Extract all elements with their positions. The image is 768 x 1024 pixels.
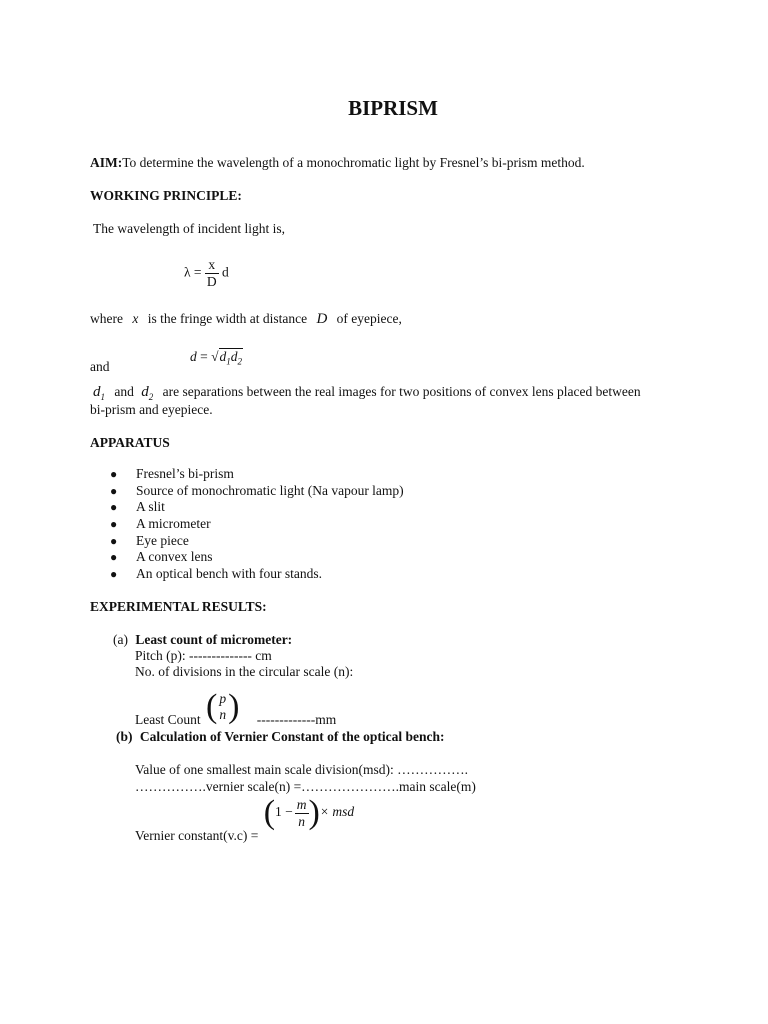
- bullet-icon: ●: [110, 567, 118, 582]
- formula-rhs: d: [222, 264, 229, 280]
- page-title: BIPRISM: [348, 96, 438, 120]
- d-symbol: d: [190, 349, 197, 364]
- bullet-icon: ●: [110, 467, 118, 481]
- section-a-marker: (a): [113, 632, 128, 647]
- least-count-title: Least count of micrometer:: [135, 632, 293, 647]
- least-count-heading: [113, 632, 292, 648]
- vernier-constant-label: Vernier constant(v.c) =: [135, 828, 259, 843]
- eyepiece-text: of eyepiece,: [336, 311, 402, 326]
- working-principle-heading: WORKING PRINCIPLE:: [90, 188, 242, 203]
- list-item: ● An optical bench with four stands.: [110, 566, 322, 582]
- least-count-formula: ( p n ): [206, 688, 240, 725]
- formula-denominator: D: [206, 274, 217, 289]
- bullet-icon: ●: [110, 517, 118, 532]
- formula-numerator: x: [205, 257, 219, 274]
- aim-line: [90, 155, 585, 171]
- list-item: ● A convex lens: [110, 549, 213, 565]
- distance-symbol: D: [316, 311, 328, 327]
- formula-fraction: [205, 257, 219, 290]
- fringe-symbol: x: [132, 311, 139, 326]
- d2-symbol: $d_2$: [141, 384, 154, 402]
- bullet-icon: ●: [110, 533, 118, 548]
- pitch-line: Pitch (p): -------------- cm: [135, 648, 272, 663]
- and-label: and: [90, 359, 110, 374]
- wavelength-intro: The wavelength of incident light is,: [93, 221, 285, 236]
- bullet-icon: ●: [110, 550, 118, 565]
- results-heading: EXPERIMENTAL RESULTS:: [90, 599, 267, 614]
- where-line: [90, 311, 402, 328]
- aim-text: To determine the wavelength of a monochromatic light by Fresnel’s bi-prism method.: [122, 155, 585, 170]
- list-item: ● Eye piece: [110, 532, 189, 548]
- bullet-icon: ●: [110, 483, 118, 498]
- divisions-line: No. of divisions in the circular scale (n):: [135, 664, 354, 679]
- distance-formula: [190, 349, 243, 367]
- apparatus-list: [110, 466, 404, 583]
- list-item: ● Fresnel’s bi-prism: [110, 466, 234, 481]
- list-item: ● A slit: [110, 499, 165, 515]
- least-count-blank: -------------mm: [256, 712, 337, 727]
- vernier-title: Calculation of Vernier Constant of the optical bench:: [139, 729, 445, 744]
- vernier-heading: [116, 729, 445, 745]
- fringe-description: is the fringe width at distance: [147, 311, 308, 326]
- sqrt-icon: √: [211, 349, 219, 364]
- vernier-scale-line: …………….vernier scale(n) =………………….main scale(m): [135, 779, 476, 794]
- least-count-label: Least Count: [135, 712, 201, 727]
- vernier-constant-line: [135, 796, 354, 844]
- where-word: where: [90, 311, 123, 326]
- sqrt-radicand: $d_1d_2$: [219, 349, 243, 367]
- separations-text-continued: bi-prism and eyepiece.: [90, 402, 213, 417]
- vernier-constant-formula: (1 − $\frac{m}{n}$ )× msd: [263, 794, 355, 831]
- separations-line: [93, 384, 641, 402]
- least-count-line: [135, 680, 336, 728]
- d1-symbol: $d_1$: [93, 384, 105, 402]
- section-b-marker: (b): [116, 729, 133, 744]
- bullet-icon: ●: [110, 500, 118, 515]
- separations-text: are separations between the real images for two positions of convex lens placed between: [162, 384, 641, 399]
- equals-sign: =: [200, 349, 208, 364]
- list-item: ● Source of monochromatic light (Na vapour lamp): [110, 482, 404, 498]
- aim-label: AIM:: [90, 155, 123, 170]
- list-item: ● A micrometer: [110, 516, 211, 532]
- and-word: and: [114, 384, 134, 399]
- formula-lhs: λ =: [184, 264, 202, 280]
- msd-line: Value of one smallest main scale division(msd): …………….: [135, 762, 468, 777]
- wavelength-formula: [184, 257, 229, 290]
- apparatus-heading: APPARATUS: [90, 435, 170, 450]
